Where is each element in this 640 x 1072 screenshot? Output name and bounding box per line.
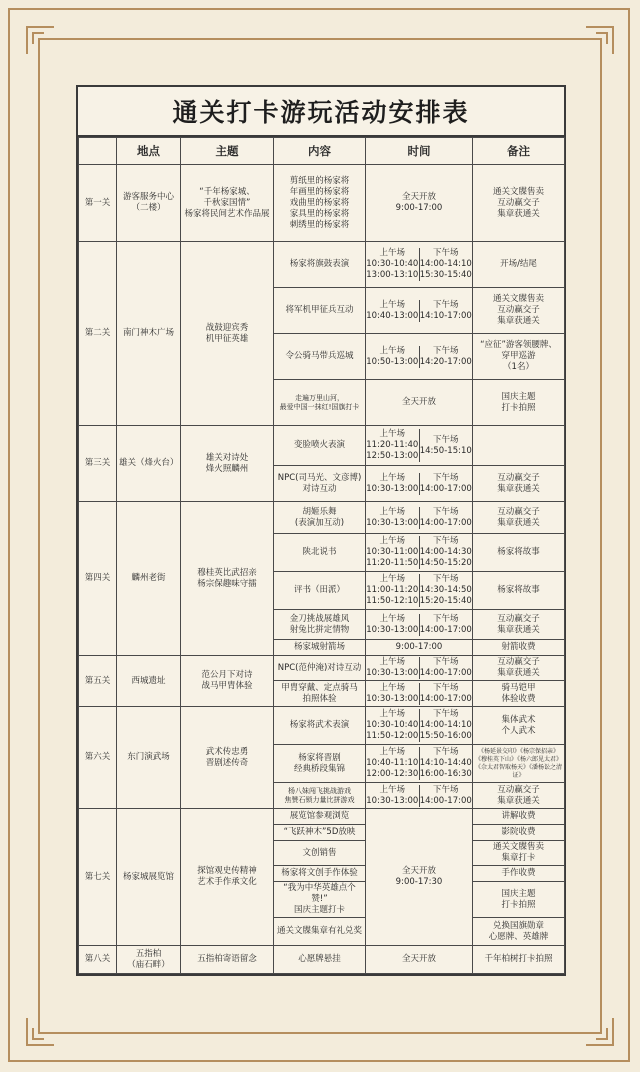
- time-am: 上午场 10:30-13:00: [366, 613, 419, 635]
- activity-time: [366, 572, 473, 610]
- activity-time: [366, 745, 473, 783]
- activity-content: 甲胄穿戴、定点骑马 拍照体验: [274, 681, 366, 707]
- activity-note: 互动赢交子 集章获通关: [473, 783, 565, 809]
- stage-location: 麟州老街: [117, 502, 181, 656]
- activity-time: [366, 656, 473, 681]
- time-pm: 下午场 14:00-14:10 15:30-15:40: [419, 248, 472, 280]
- activity-time: 全天开放: [366, 380, 473, 426]
- stage-theme: 探馆观史传精神 艺术手作承文化: [181, 809, 274, 946]
- corner-ornament-top-left: [26, 26, 54, 54]
- stage-location: 雄关（烽火台）: [117, 426, 181, 502]
- stage-theme: 范公月下对诗 战马甲胄体验: [181, 656, 274, 707]
- table-row: [79, 426, 565, 466]
- activity-note: 手作收费: [473, 866, 565, 882]
- time-am: 上午场 10:30-13:00: [366, 784, 419, 806]
- time-pm: 下午场 14:00-17:00: [419, 472, 472, 494]
- activity-time: 全天开放: [366, 946, 473, 974]
- stage-location: 杨家城展览馆: [117, 809, 181, 946]
- table-row: [79, 707, 565, 745]
- page-title: 通关打卡游玩活动安排表: [78, 87, 564, 137]
- time-am: 上午场 10:30-13:00: [366, 472, 419, 494]
- time-am: 上午场 10:30-13:00: [366, 682, 419, 704]
- time-pm: 下午场 14:20-17:00: [419, 345, 472, 367]
- activity-time: [366, 707, 473, 745]
- stage-theme: 穆桂英比武招亲 杨宗保趣味守擂: [181, 502, 274, 656]
- header-row: [79, 138, 565, 165]
- activity-content: 通关文牒集章有礼兑奖: [274, 918, 366, 946]
- stage-label: 第六关: [79, 707, 117, 809]
- activity-time: [366, 466, 473, 502]
- activity-content: 评书（田派）: [274, 572, 366, 610]
- stage-theme: 五指柏寄语留念: [181, 946, 274, 974]
- activity-time: [366, 502, 473, 534]
- activity-content: NPC(司马光、文彦博) 对诗互动: [274, 466, 366, 502]
- activity-content: 令公骑马带兵巡城: [274, 334, 366, 380]
- time-pm: 下午场 14:00-14:30 14:50-15:20: [419, 536, 472, 568]
- time-am: 上午场 10:30-11:00 11:20-11:50: [366, 536, 419, 568]
- activity-content: 杨八妹闯飞挑战游戏 焦赞石锁力量比拼游戏: [274, 783, 366, 809]
- activity-note: 射箭收费: [473, 640, 565, 656]
- activity-content: “飞跃神木”5D放映: [274, 825, 366, 841]
- activity-note: “应征”游客领腰牌、 穿甲巡游 （1名）: [473, 334, 565, 380]
- time-pm: 下午场 14:00-17:00: [419, 506, 472, 528]
- activity-time: [366, 426, 473, 466]
- activity-note: 开场/结尾: [473, 242, 565, 288]
- activity-content: 剪纸里的杨家将 年画里的杨家将 戏曲里的杨家将 家具里的杨家将 刺绣里的杨家将: [274, 165, 366, 242]
- header-stage: [79, 138, 117, 165]
- activity-time: [366, 242, 473, 288]
- activity-time: [366, 610, 473, 640]
- activity-content: 心愿牌悬挂: [274, 946, 366, 974]
- activity-content: 杨家将武术表演: [274, 707, 366, 745]
- stage-label: 第八关: [79, 946, 117, 974]
- time-am: 上午场 10:40-11:10 12:00-12:30: [366, 747, 419, 779]
- time-am: 上午场 11:00-11:20 11:50-12:10: [366, 574, 419, 606]
- table-row: [79, 502, 565, 534]
- activity-content: 陕北说书: [274, 534, 366, 572]
- activity-note: 千年柏树打卡拍照: [473, 946, 565, 974]
- activity-time: [366, 783, 473, 809]
- table-row: [79, 242, 565, 288]
- header-theme: 主题: [181, 138, 274, 165]
- stage-location: 游客服务中心 （二楼）: [117, 165, 181, 242]
- schedule-table: [78, 137, 565, 974]
- schedule-board: [76, 85, 566, 976]
- activity-time: [366, 334, 473, 380]
- activity-note: 兑换国旗勋章 心愿牌、英雄牌: [473, 918, 565, 946]
- time-am: 上午场 10:40-13:00: [366, 299, 419, 321]
- time-pm: 下午场 14:00-17:00: [419, 657, 472, 678]
- header-time: 时间: [366, 138, 473, 165]
- activity-note: 通关文牒售卖 互动赢交子 集章获通关: [473, 165, 565, 242]
- time-pm: 下午场 14:30-14:50 15:20-15:40: [419, 574, 472, 606]
- stage-location: 南门神木广场: [117, 242, 181, 426]
- stage-label: 第七关: [79, 809, 117, 946]
- stage-location: 西城遗址: [117, 656, 181, 707]
- time-pm: 下午场 14:10-17:00: [419, 299, 472, 321]
- activity-note: [473, 426, 565, 466]
- activity-note: 杨家将故事: [473, 534, 565, 572]
- activity-note: 互动赢交子 集章获通关: [473, 656, 565, 681]
- stage-theme: “千年杨家城、 千秋家国情” 杨家将民间艺术作品展: [181, 165, 274, 242]
- activity-note: 国庆主题 打卡拍照: [473, 882, 565, 918]
- stage-label: 第四关: [79, 502, 117, 656]
- activity-content: 走遍万里山河， 最爱中国一抹红!国旗打卡: [274, 380, 366, 426]
- time-pm: 下午场 14:10-14:40 16:00-16:30: [419, 747, 472, 779]
- activity-note: 影院收费: [473, 825, 565, 841]
- stage-location: 东门演武场: [117, 707, 181, 809]
- time-am: 上午场 11:20-11:40 12:50-13:00: [366, 429, 419, 461]
- time-pm: 下午场 14:00-14:10 15:50-16:00: [419, 709, 472, 741]
- activity-content: 将军机甲征兵互动: [274, 288, 366, 334]
- stage-location: 五指柏 （庙石畔）: [117, 946, 181, 974]
- table-row: [79, 165, 565, 242]
- time-pm: 下午场 14:00-17:00: [419, 613, 472, 635]
- time-am: 上午场 10:30-10:40 11:50-12:00: [366, 709, 419, 741]
- activity-time: [366, 681, 473, 707]
- activity-note: 集体武术 个人武术: [473, 707, 565, 745]
- time-pm: 下午场 14:00-17:00: [419, 784, 472, 806]
- activity-content: NPC(范仲淹)对诗互动: [274, 656, 366, 681]
- activity-content: 杨家城射箭场: [274, 640, 366, 656]
- activity-note: 讲解收费: [473, 809, 565, 825]
- table-row: [79, 946, 565, 974]
- stage-label: 第五关: [79, 656, 117, 707]
- activity-time: 全天开放 9:00-17:30: [366, 809, 473, 946]
- activity-note: 互动赢交子 集章获通关: [473, 466, 565, 502]
- corner-ornament-bottom-left: [26, 1018, 54, 1046]
- activity-note: 互动赢交子 集章获通关: [473, 610, 565, 640]
- time-pm: 下午场 14:50-15:10: [419, 429, 473, 462]
- stage-label: 第三关: [79, 426, 117, 502]
- stage-theme: 雄关对诗处 烽火照麟州: [181, 426, 274, 502]
- time-am: 上午场 10:50-13:00: [366, 345, 419, 367]
- activity-time: 全天开放 9:00-17:00: [366, 165, 473, 242]
- activity-note: 通关文牒售卖 集章打卡: [473, 841, 565, 866]
- stage-theme: 战鼓迎宾秀 机甲征英雄: [181, 242, 274, 426]
- activity-note: 杨家将故事: [473, 572, 565, 610]
- time-am: 上午场 10:30-13:00: [366, 657, 419, 678]
- activity-time: [366, 534, 473, 572]
- activity-content: 胡姬乐舞 (表演加互动): [274, 502, 366, 534]
- activity-time: [366, 288, 473, 334]
- time-pm: 下午场 14:00-17:00: [419, 682, 472, 704]
- activity-note: 骑马铠甲 体验收费: [473, 681, 565, 707]
- time-am: 上午场 10:30-10:40 13:00-13:10: [366, 248, 419, 280]
- activity-note: 《杨延景交印》《杨宗保招亲》 《穆桂英下山》《杨六郎见太君》 《佘太君智取杨天》《潘杨讼之清证》: [473, 745, 565, 783]
- activity-content: 展览馆参观浏览: [274, 809, 366, 825]
- activity-content: “我为中华英雄点个赞!” 国庆主题打卡: [274, 882, 366, 918]
- activity-content: 杨家将文创手作体验: [274, 866, 366, 882]
- activity-note: 通关文牒售卖 互动赢交子 集章获通关: [473, 288, 565, 334]
- header-note: 备注: [473, 138, 565, 165]
- activity-content: 杨家将晋剧 经典桥段集锦: [274, 745, 366, 783]
- header-location: 地点: [117, 138, 181, 165]
- time-am: 上午场 10:30-13:00: [366, 506, 419, 528]
- header-content: 内容: [274, 138, 366, 165]
- corner-ornament-bottom-right: [586, 1018, 614, 1046]
- stage-theme: 武术传忠勇 晋剧述传奇: [181, 707, 274, 809]
- activity-note: 国庆主题 打卡拍照: [473, 380, 565, 426]
- activity-content: 变脸喷火表演: [274, 426, 366, 466]
- table-row: [79, 809, 565, 825]
- stage-label: 第二关: [79, 242, 117, 426]
- activity-note: 互动赢交子 集章获通关: [473, 502, 565, 534]
- stage-label: 第一关: [79, 165, 117, 242]
- activity-content: 金刀挑战展雄风 射兔比拼定情物: [274, 610, 366, 640]
- activity-content: 文创销售: [274, 841, 366, 866]
- table-row: [79, 656, 565, 681]
- activity-content: 杨家将旗鼓表演: [274, 242, 366, 288]
- corner-ornament-top-right: [586, 26, 614, 54]
- activity-time: 9:00-17:00: [366, 640, 473, 656]
